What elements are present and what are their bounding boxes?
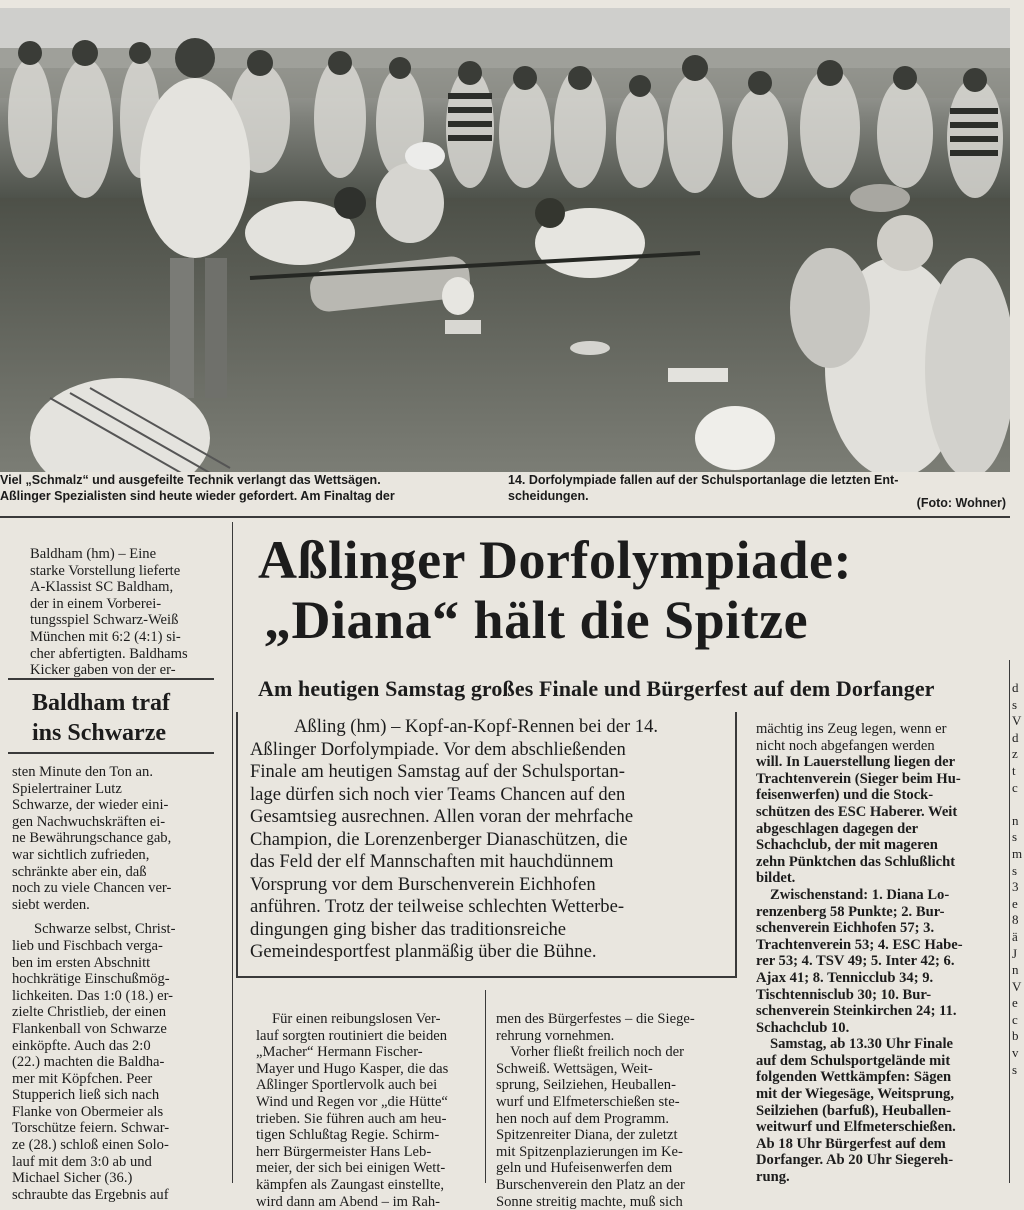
text-line: gen Nachwuchskräften ei-	[12, 813, 166, 830]
text-line: Spitzenreiter Diana, der zuletzt	[496, 1127, 678, 1144]
text-line: auf dem Schulsportgelände mit	[756, 1052, 951, 1069]
text-line: tigen Schlußtag Regie. Schirm-	[256, 1127, 440, 1144]
text-line: sprung, Seilziehen, Heuballen-	[496, 1077, 676, 1094]
column-divider-left	[232, 522, 233, 1183]
left-article-headline	[32, 688, 208, 748]
lead-box-right	[735, 712, 737, 978]
fragment-char: ä	[1012, 928, 1018, 944]
text-line: starke Vorstellung lieferte	[30, 562, 181, 579]
lead-line: Gemeindesportfest planmäßig über die Bühne.	[250, 941, 597, 962]
top-rule	[0, 516, 1010, 518]
lead-paragraph	[250, 716, 724, 964]
headline-line: ins Schwarze	[32, 720, 166, 746]
text-line: Flankenball von Schwarze	[12, 1020, 167, 1037]
text-line: lauf sorgten routiniert die beiden	[256, 1027, 448, 1044]
fragment-char: s	[1012, 829, 1018, 845]
caption-line: 14. Dorfolympiade fallen auf der Schulsportanlage die letzten Ent-	[508, 473, 899, 487]
lead-line: anführen. Trotz der teilweise schlechten Wetterbe-	[250, 896, 625, 917]
text-line: Für einen reibungslosen Ver-	[272, 1011, 441, 1027]
text-line: Flanke von Obermeier als	[12, 1103, 164, 1120]
text-line: siebt werden.	[12, 896, 90, 913]
text-line: ben im ersten Abschnitt	[12, 954, 151, 971]
fragment-char: b	[1012, 1028, 1019, 1044]
headline-line: Baldham traf	[32, 690, 170, 716]
text-line: Michael Sicher (36.)	[12, 1170, 133, 1187]
fragment-char: v	[1012, 1045, 1019, 1061]
text-line: wird dann am Abend – im Rah-	[256, 1193, 441, 1210]
text-line: meier, der sich bei einigen Wett-	[256, 1160, 446, 1177]
text-line: lieb und Fischbach verga-	[12, 937, 163, 954]
text-line: zehn Pünktchen das Schlußlicht	[756, 853, 956, 870]
text-line: lauf mit dem 3:0 ab und	[12, 1153, 152, 1170]
fragment-char: n	[1012, 812, 1019, 828]
lead-line: Finale am heutigen Samstag auf der Schulsportan-	[250, 761, 625, 782]
fragment-char: V	[1012, 978, 1022, 994]
text-line: rung.	[756, 1169, 790, 1186]
body-column-2	[496, 1011, 695, 1210]
text-line: abgeschlagen dagegen der	[756, 820, 919, 837]
fragment-char: s	[1012, 862, 1018, 878]
text-line: Wind und Regen vor „die Hütte“	[256, 1093, 448, 1110]
text-line: der in einem Vorberei-	[30, 595, 162, 612]
photo-caption-right	[508, 472, 898, 504]
text-line: Aßlinger Sportlervolk auch bei	[256, 1077, 438, 1094]
fragment-char: c	[1012, 779, 1018, 795]
photo-illustration	[0, 8, 1010, 472]
headline-line-2: „Diana“ hält die Spitze	[264, 590, 809, 650]
fragment-char: 3	[1012, 879, 1019, 895]
photo-caption-left	[0, 472, 395, 504]
text-line: mächtig ins Zeug legen, wenn er	[756, 721, 947, 737]
text-line: Stupperich ließ sich nach	[12, 1087, 160, 1104]
text-line: cher abfertigten. Baldhams	[30, 645, 188, 662]
text-line: Ab 18 Uhr Bürgerfest auf dem	[756, 1135, 946, 1152]
text-line: Schweiß. Wettsägen, Weit-	[496, 1060, 653, 1077]
body-column-3	[756, 721, 963, 1186]
text-line: schützen des ESC Haberer. Weit	[756, 803, 958, 820]
text-line: Sonne streitig machte, muß sich	[496, 1193, 683, 1210]
lead-box-bottom	[236, 976, 736, 978]
text-line: Baldham (hm) – Eine	[30, 546, 157, 562]
text-line: Dorfanger. Ab 20 Uhr Siegereh-	[756, 1152, 954, 1169]
text-line: Schachclub, der mit mageren	[756, 837, 938, 854]
lead-line: lage dürfen sich noch vier Teams Chancen auf den	[250, 783, 626, 805]
text-line: mit der Wiegesäge, Weitsprung,	[756, 1086, 954, 1103]
fragment-char: 8	[1012, 912, 1019, 928]
text-line: hen noch auf dem Programm.	[496, 1110, 670, 1127]
text-line: München mit 6:2 (4:1) si-	[30, 628, 181, 645]
text-line: lichkeiten. Das 1:0 (18.) er-	[12, 987, 173, 1004]
lead-line: das Feld der elf Mannschaften mit hauchdünnem	[250, 851, 614, 872]
lead-line: Aßlinger Dorfolympiade. Vor dem abschließenden	[250, 738, 626, 760]
text-line: Trachtenverein (Sieger beim Hu-	[756, 770, 961, 787]
text-line: men des Bürgerfestes – die Siege-	[496, 1011, 695, 1027]
fragment-char: e	[1012, 895, 1018, 911]
text-line: Mayer und Hugo Kasper, die das	[256, 1060, 449, 1077]
wood-sawing-photo	[0, 8, 1010, 472]
fragment-char: d	[1012, 680, 1019, 695]
text-line: war sichtlich zufrieden,	[12, 846, 150, 863]
text-line: „Macher“ Hermann Fischer-	[256, 1044, 423, 1061]
headline-line-1: Aßlinger Dorfolympiade:	[258, 530, 852, 590]
body-column-1	[256, 1011, 448, 1210]
text-line: rehrung vornehmen.	[496, 1027, 615, 1044]
text-line: zielte Christlieb, der einen	[12, 1004, 166, 1021]
caption-line: Aßlinger Spezialisten sind heute wieder gefordert. Am Finaltag der	[0, 489, 395, 503]
text-line: bildet.	[756, 870, 796, 887]
text-line: hochkrätige Einschußmög-	[12, 971, 170, 988]
text-line: sten Minute den Ton an.	[12, 764, 153, 780]
text-line: schenverein Steinkirchen 24; 11.	[756, 1003, 957, 1020]
text-line: schraubte das Ergebnis auf	[12, 1186, 169, 1203]
column-divider-mid	[485, 990, 486, 1183]
caption-line: Viel „Schmalz“ und ausgefeilte Technik verlangt das Wettsägen.	[0, 473, 381, 487]
lead-line: Vorsprung vor dem Burschenverein Eichhofen	[250, 873, 596, 895]
fragment-char: V	[1012, 713, 1022, 729]
text-line: (22.) machten die Baldha-	[12, 1054, 165, 1071]
fragment-char: m	[1012, 845, 1023, 861]
main-headline	[252, 530, 1012, 650]
text-line: Zwischenstand: 1. Diana Lo-	[770, 886, 950, 903]
text-line: Schachclub 10.	[756, 1019, 850, 1036]
text-line: Tischtennisclub 30; 10. Bur-	[756, 986, 932, 1003]
fragment-char: c	[1012, 1011, 1018, 1027]
text-line: ne Bewährungschance gab,	[12, 830, 172, 847]
text-line: Trachtenverein 53; 4. ESC Habe-	[756, 936, 963, 953]
left-article-top	[30, 546, 188, 679]
text-line: rer 53; 4. TSV 49; 5. Inter 42; 6.	[756, 953, 955, 970]
text-line: ze (28.) schloß einen Solo-	[12, 1137, 169, 1154]
text-line: folgenden Wettkämpfen: Sägen	[756, 1069, 952, 1086]
caption-line: scheidungen.	[508, 489, 589, 503]
text-line	[12, 913, 175, 921]
text-line: wurf und Elfmeterschießen ste-	[496, 1093, 680, 1110]
text-line: mer mit Köpfchen. Peer	[12, 1070, 153, 1087]
fragment-char: J	[1012, 945, 1018, 961]
adjacent-column-fragment	[1012, 680, 1024, 1183]
subhead-box-bottom	[8, 752, 214, 754]
text-line: renzenberg 58 Punkte; 2. Bur-	[756, 903, 945, 920]
lead-box-left	[236, 712, 238, 978]
text-line: Schwarze, der wieder eini-	[12, 797, 169, 814]
main-subtitle: Am heutigen Samstag großes Finale und Bürgerfest auf dem Dorfanger	[258, 676, 935, 701]
text-line: schenverein Eichhofen 57; 3.	[756, 920, 935, 937]
text-line: geln und Hufeisenwerfen dem	[496, 1160, 673, 1177]
text-line: Ajax 41; 8. Tennicclub 34; 9.	[756, 969, 934, 986]
text-line: einköpfte. Auch das 2:0	[12, 1037, 151, 1054]
fragment-char: e	[1012, 995, 1018, 1011]
column-divider-right	[1009, 660, 1010, 1183]
fragment-char: n	[1012, 962, 1019, 978]
text-line: noch zu viele Chancen ver-	[12, 880, 172, 897]
text-line: feisenwerfen) und die Stock-	[756, 787, 934, 804]
left-article-body	[12, 764, 175, 1203]
text-line: mit Spitzenplazierungen im Ke-	[496, 1143, 683, 1160]
text-line: kämpfen als Zaungast einstellte,	[256, 1176, 445, 1193]
fragment-char: d	[1012, 729, 1019, 745]
text-line: A-Klassist SC Baldham,	[30, 579, 174, 596]
fragment-char: z	[1012, 746, 1018, 762]
fragment-char: s	[1012, 696, 1018, 712]
text-line: Samstag, ab 13.30 Uhr Finale	[770, 1036, 953, 1053]
lead-line: Aßling (hm) – Kopf-an-Kopf-Rennen bei der 14.	[294, 716, 659, 737]
text-line: Seilziehen (barfuß), Heuballen-	[756, 1102, 951, 1119]
text-line: will. In Lauerstellung liegen der	[756, 754, 956, 771]
fragment-char	[1012, 796, 1024, 813]
text-line: weitwurf und Elfmeterschießen.	[756, 1119, 956, 1136]
lead-line: dingungen ging bisher das traditionsreiche	[250, 918, 567, 940]
fragment-char: t	[1012, 762, 1016, 778]
text-line: Spielertrainer Lutz	[12, 780, 122, 797]
text-line: Torschütze feiern. Schwar-	[12, 1120, 170, 1137]
text-line: herr Bürgermeister Hans Leb-	[256, 1143, 432, 1160]
text-line: schränkte aber ein, daß	[12, 863, 147, 880]
fragment-char: s	[1012, 1061, 1018, 1077]
text-line: trieben. Sie führen auch am heu-	[256, 1110, 447, 1127]
text-line: Burschenverein den Platz an der	[496, 1176, 685, 1193]
text-line: Kicker gaben von der er-	[30, 662, 176, 679]
photo-credit: (Foto: Wohner)	[916, 496, 1006, 510]
lead-line: Gesamtsieg ausrechnen. Allen voran der mehrfache	[250, 806, 634, 827]
lead-line: Champion, die Lorenzenberger Dianaschützen, die	[250, 828, 628, 850]
text-line: nicht noch abgefangen werden	[756, 737, 935, 754]
text-line: tungsspiel Schwarz-Weiß	[30, 612, 179, 629]
text-line: Vorher fließt freilich noch der	[510, 1044, 684, 1061]
text-line: Schwarze selbst, Christ-	[34, 921, 176, 938]
